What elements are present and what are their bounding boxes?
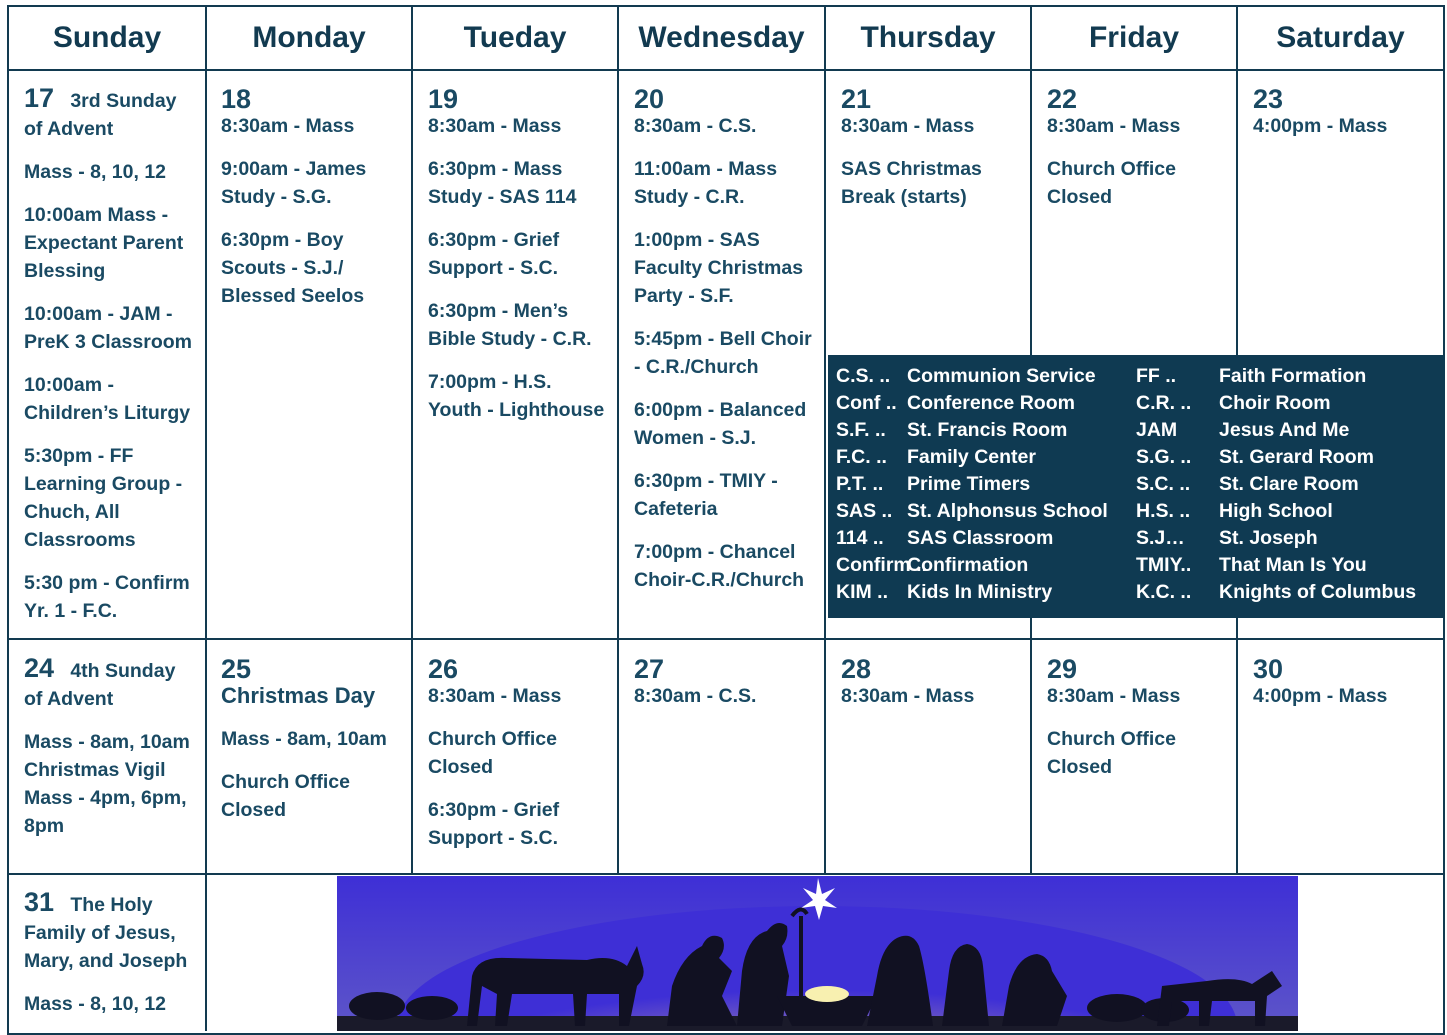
legend-abbreviation: C.S. ..	[836, 365, 891, 387]
nativity-scene-image	[337, 876, 1298, 1031]
day-cell-23	[1253, 84, 1438, 155]
legend-meaning: SAS Classroom	[907, 527, 1054, 549]
day-cell-27	[634, 654, 818, 725]
day-cell-17	[24, 84, 200, 640]
legend-abbreviation: FF ..	[1136, 365, 1177, 387]
event: 11:00am - Mass Study - C.R.	[634, 158, 778, 208]
day-cell-26	[428, 654, 610, 867]
day-number: 17	[24, 83, 55, 113]
event: 6:30pm - Mass Study - SAS 114	[428, 158, 577, 208]
header-sunday: Sunday	[52, 21, 162, 54]
header-tuesday: Tueday	[463, 21, 567, 54]
legend-meaning: Confirmation	[907, 554, 1029, 576]
event: 5:45pm - Bell Choir - C.R./Church	[634, 328, 812, 378]
day-cell-22	[1047, 84, 1229, 226]
day-number: 21	[841, 84, 872, 114]
day-cell-21	[841, 84, 1023, 226]
event: 10:00am Mass - Expectant Parent Blessing	[24, 204, 184, 282]
event: 6:30pm - TMIY - Cafeteria	[634, 470, 778, 520]
event: 1:00pm - SAS Faculty Christmas Party - S.F.	[634, 229, 804, 307]
grid-line	[617, 5, 619, 875]
event: 7:00pm - Chancel Choir-C.R./Church	[634, 541, 805, 591]
legend-meaning: Jesus And Me	[1219, 419, 1350, 441]
header-thursday: Thursday	[860, 21, 996, 54]
event: 6:00pm - Balanced Women - S.J.	[634, 399, 807, 449]
legend-meaning: St. Joseph	[1219, 527, 1318, 549]
day-number: 25	[221, 654, 252, 684]
event: 4:00pm - Mass	[1253, 685, 1388, 707]
event: 8:30am - C.S.	[634, 685, 757, 707]
header-saturday: Saturday	[1276, 21, 1405, 54]
event: 5:30 pm - Confirm Yr. 1 - F.C.	[24, 572, 190, 622]
event: Mass - 8, 10, 12	[24, 161, 167, 183]
day-cell-24	[24, 654, 200, 855]
event: SAS Christmas Break (starts)	[841, 158, 982, 208]
day-number: 22	[1047, 84, 1078, 114]
day-title: 4th Sunday	[70, 660, 176, 682]
day-title-cont: of Advent	[24, 688, 114, 710]
legend-abbreviation: S.F. ..	[836, 419, 886, 441]
event: Mass - 8am, 10am	[221, 728, 387, 750]
legend-meaning: St. Clare Room	[1219, 473, 1359, 495]
legend-meaning: Knights of Columbus	[1219, 581, 1417, 603]
legend-abbreviation: S.G. ..	[1136, 446, 1192, 468]
event: 6:30pm - Boy Scouts - S.J./ Blessed Seelos	[221, 229, 365, 307]
event: 7:00pm - H.S. Youth - Lighthouse	[428, 371, 605, 421]
day-number: 31	[24, 887, 55, 917]
day-number: 19	[428, 84, 459, 114]
grid-line	[205, 5, 207, 1031]
day-number: 24	[24, 653, 55, 683]
day-number: 28	[841, 654, 872, 684]
day-number: 20	[634, 84, 665, 114]
day-number: 23	[1253, 84, 1284, 114]
day-cell-25	[221, 654, 403, 839]
legend-meaning: St. Gerard Room	[1219, 446, 1374, 468]
event: 5:30pm - FF Learning Group - Chuch, All Classrooms	[24, 445, 183, 551]
legend-meaning: Prime Timers	[907, 473, 1031, 495]
event: 8:30am - Mass	[428, 115, 562, 137]
day-title: The Holy	[70, 894, 153, 916]
event: 8:30am - Mass	[428, 685, 562, 707]
day-cell-30	[1253, 654, 1438, 725]
nativity-silhouette	[337, 876, 1298, 1031]
event: 10:00am - Children’s Liturgy	[24, 374, 191, 424]
day-number: 29	[1047, 654, 1078, 684]
day-number: 18	[221, 84, 252, 114]
legend-abbreviation: Conf ..	[836, 392, 897, 414]
legend-meaning: St. Alphonsus School	[907, 500, 1108, 522]
event: Church Office Closed	[221, 771, 350, 821]
event: 8:30am - Mass	[841, 685, 975, 707]
event: 8:30am - Mass	[841, 115, 975, 137]
legend-meaning: Conference Room	[907, 392, 1075, 414]
event: 9:00am - James Study - S.G.	[221, 158, 367, 208]
event: Church Office Closed	[1047, 158, 1176, 208]
legend-meaning: St. Francis Room	[907, 419, 1068, 441]
event: 8:30am - Mass	[1047, 115, 1181, 137]
event: 6:30pm - Men’s Bible Study - C.R.	[428, 300, 592, 350]
event: 4:00pm - Mass	[1253, 115, 1388, 137]
legend-meaning: High School	[1219, 500, 1333, 522]
grid-line	[824, 5, 826, 875]
event: 6:30pm - Grief Support - S.C.	[428, 799, 560, 849]
day-cell-18	[221, 84, 403, 325]
day-title-cont: Family of Jesus, Mary, and Joseph	[24, 922, 188, 972]
day-title-cont: of Advent	[24, 118, 114, 140]
legend-meaning: Kids In Ministry	[907, 581, 1053, 603]
header-wednesday: Wednesday	[638, 21, 805, 54]
header-monday: Monday	[252, 21, 366, 54]
event: 6:30pm - Grief Support - S.C.	[428, 229, 560, 279]
grid-line	[7, 638, 1445, 640]
legend-abbreviation: 114 ..	[836, 527, 884, 549]
event: Mass - 8am, 10am Christmas Vigil Mass - 4pm, 6pm, 8pm	[24, 731, 190, 837]
day-cell-28	[841, 654, 1023, 725]
legend-meaning: Family Center	[907, 446, 1036, 468]
legend-abbreviation: Confirm ..	[836, 554, 927, 576]
day-title: Christmas Day	[221, 683, 376, 708]
legend-abbreviation: SAS ..	[836, 500, 893, 522]
legend-abbreviation: S.J…	[1136, 527, 1185, 549]
legend-abbreviation: H.S. ..	[1136, 500, 1191, 522]
legend-meaning: Faith Formation	[1219, 365, 1367, 387]
grid-line	[411, 5, 413, 875]
day-number: 30	[1253, 654, 1284, 684]
legend-abbreviation: S.C. ..	[1136, 473, 1191, 495]
event: 8:30am - Mass	[221, 115, 355, 137]
event: 8:30am - Mass	[1047, 685, 1181, 707]
event: 10:00am - JAM - PreK 3 Classroom	[24, 303, 192, 353]
grid-line	[7, 69, 1445, 71]
legend-abbreviation: KIM ..	[836, 581, 888, 603]
legend-abbreviation: F.C. ..	[836, 446, 887, 468]
day-cell-31	[24, 888, 202, 1033]
legend-abbreviation: TMIY..	[1136, 554, 1192, 576]
day-number: 26	[428, 654, 459, 684]
grid-line	[7, 873, 1445, 875]
event: 8:30am - C.S.	[634, 115, 757, 137]
header-friday: Friday	[1088, 21, 1180, 54]
legend-meaning: That Man Is You	[1219, 554, 1367, 576]
legend-abbreviation: C.R. ..	[1136, 392, 1192, 414]
day-title: 3rd Sunday	[70, 90, 177, 112]
abbreviation-legend	[828, 355, 1445, 618]
legend-meaning: Choir Room	[1219, 392, 1331, 414]
legend-abbreviation: K.C. ..	[1136, 581, 1192, 603]
legend-abbreviation: JAM	[1136, 419, 1178, 441]
day-number: 27	[634, 654, 665, 684]
day-cell-20	[634, 84, 818, 609]
day-cell-19	[428, 84, 610, 439]
legend-meaning: Communion Service	[907, 365, 1096, 387]
event: Church Office Closed	[1047, 728, 1176, 778]
event: Church Office Closed	[428, 728, 557, 778]
day-cell-29	[1047, 654, 1229, 796]
event: Mass - 8, 10, 12	[24, 993, 167, 1015]
legend-abbreviation: P.T. ..	[836, 473, 884, 495]
